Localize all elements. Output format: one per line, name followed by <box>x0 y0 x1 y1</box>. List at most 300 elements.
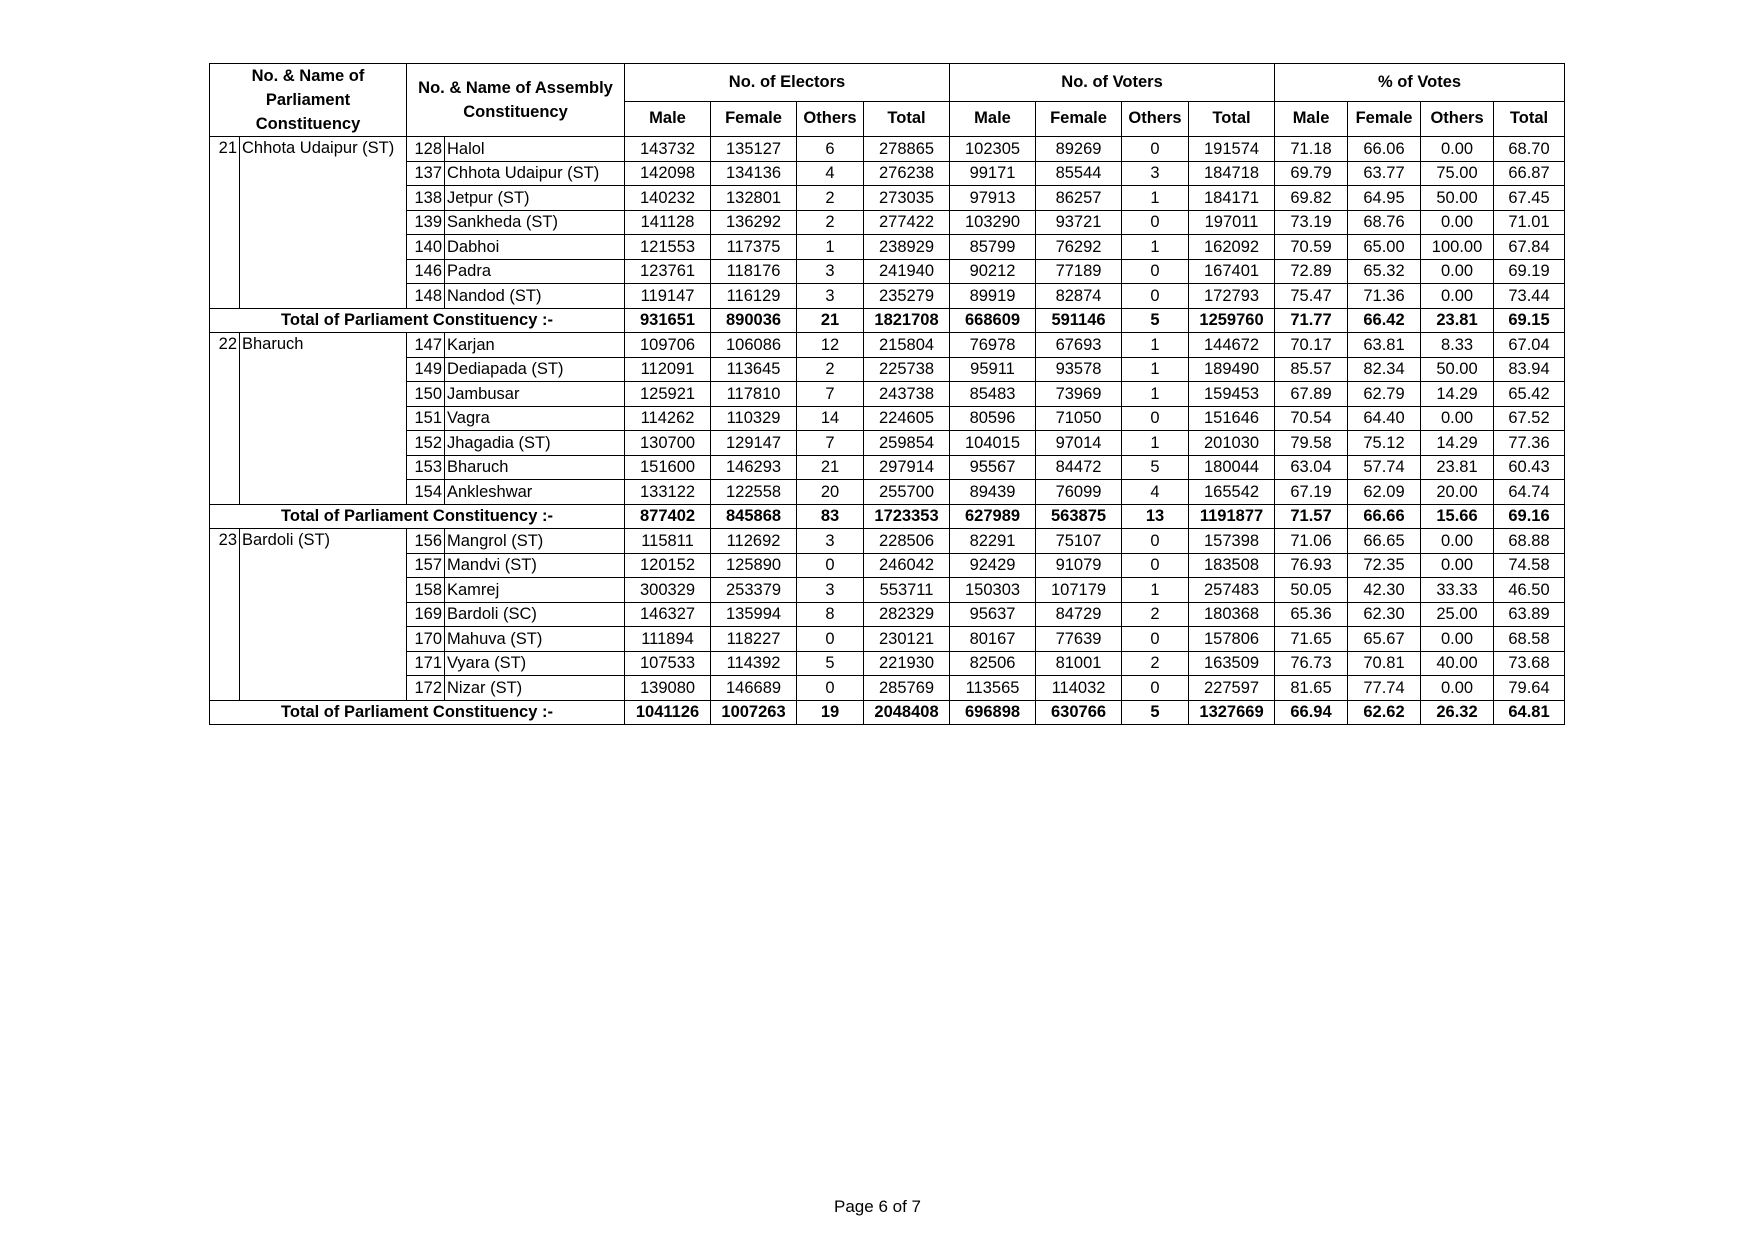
cell-voters-others: 1 <box>1122 382 1189 407</box>
pc-number: 21 <box>210 137 240 309</box>
cell-percent-total: 74.58 <box>1494 553 1565 578</box>
cell-voters-male: 89919 <box>950 284 1036 309</box>
cell-electors-female: 113645 <box>711 357 797 382</box>
header-percent-votes: % of Votes <box>1275 64 1565 102</box>
cell-voters-female: 97014 <box>1036 431 1122 456</box>
cell-electors-female: 117810 <box>711 382 797 407</box>
total-row <box>210 700 1565 725</box>
ac-name: Sankheda (ST) <box>445 210 625 235</box>
cell-voters-total: 184171 <box>1189 186 1275 211</box>
cell-voters-total: 159453 <box>1189 382 1275 407</box>
pc-number: 22 <box>210 333 240 505</box>
table-row <box>210 529 1565 554</box>
ac-name: Jambusar <box>445 382 625 407</box>
ac-number: 170 <box>407 627 445 652</box>
cell-electors-male: 111894 <box>625 627 711 652</box>
ac-number: 157 <box>407 553 445 578</box>
cell-voters-others: 0 <box>1122 259 1189 284</box>
cell-percent-others: 0.00 <box>1421 210 1494 235</box>
ac-name: Mangrol (ST) <box>445 529 625 554</box>
cell-electors-total: 276238 <box>864 161 950 186</box>
cell-percent-others: 8.33 <box>1421 333 1494 358</box>
cell-electors-others: 8 <box>797 602 864 627</box>
table-row <box>210 284 1565 309</box>
cell-percent-female: 57.74 <box>1348 455 1421 480</box>
header-electors-male: Male <box>625 101 711 137</box>
cell-percent-female: 70.81 <box>1348 651 1421 676</box>
total-electors-male: 1041126 <box>625 700 711 725</box>
total-percent-total: 64.81 <box>1494 700 1565 725</box>
header-assembly-constituency: No. & Name of Assembly Constituency <box>407 64 625 137</box>
cell-electors-total: 238929 <box>864 235 950 260</box>
cell-percent-female: 66.65 <box>1348 529 1421 554</box>
cell-percent-others: 75.00 <box>1421 161 1494 186</box>
cell-voters-male: 95567 <box>950 455 1036 480</box>
cell-voters-male: 82506 <box>950 651 1036 676</box>
cell-voters-female: 86257 <box>1036 186 1122 211</box>
cell-voters-total: 183508 <box>1189 553 1275 578</box>
ac-number: 128 <box>407 137 445 162</box>
table-row <box>210 161 1565 186</box>
cell-percent-male: 67.89 <box>1275 382 1348 407</box>
cell-voters-total: 157398 <box>1189 529 1275 554</box>
total-voters-total: 1327669 <box>1189 700 1275 725</box>
table-row <box>210 480 1565 505</box>
cell-electors-total: 235279 <box>864 284 950 309</box>
cell-voters-others: 1 <box>1122 578 1189 603</box>
ac-name: Vyara (ST) <box>445 651 625 676</box>
cell-electors-male: 142098 <box>625 161 711 186</box>
cell-electors-male: 121553 <box>625 235 711 260</box>
cell-percent-female: 63.81 <box>1348 333 1421 358</box>
cell-percent-female: 65.00 <box>1348 235 1421 260</box>
cell-electors-others: 3 <box>797 529 864 554</box>
cell-percent-others: 100.00 <box>1421 235 1494 260</box>
cell-electors-total: 225738 <box>864 357 950 382</box>
ac-number: 149 <box>407 357 445 382</box>
total-electors-male: 877402 <box>625 504 711 529</box>
cell-electors-female: 122558 <box>711 480 797 505</box>
cell-percent-total: 77.36 <box>1494 431 1565 456</box>
ac-number: 171 <box>407 651 445 676</box>
cell-percent-others: 0.00 <box>1421 284 1494 309</box>
cell-voters-female: 73969 <box>1036 382 1122 407</box>
ac-number: 152 <box>407 431 445 456</box>
cell-voters-female: 77189 <box>1036 259 1122 284</box>
cell-voters-male: 90212 <box>950 259 1036 284</box>
cell-electors-total: 259854 <box>864 431 950 456</box>
cell-voters-male: 99171 <box>950 161 1036 186</box>
ac-number: 139 <box>407 210 445 235</box>
total-percent-others: 23.81 <box>1421 308 1494 333</box>
cell-percent-male: 79.58 <box>1275 431 1348 456</box>
cell-percent-total: 67.52 <box>1494 406 1565 431</box>
results-table <box>209 63 1565 725</box>
cell-voters-female: 107179 <box>1036 578 1122 603</box>
cell-electors-male: 123761 <box>625 259 711 284</box>
cell-electors-male: 140232 <box>625 186 711 211</box>
cell-voters-male: 85799 <box>950 235 1036 260</box>
ac-number: 169 <box>407 602 445 627</box>
cell-electors-male: 114262 <box>625 406 711 431</box>
cell-electors-female: 134136 <box>711 161 797 186</box>
cell-voters-others: 0 <box>1122 406 1189 431</box>
cell-electors-others: 2 <box>797 357 864 382</box>
total-voters-female: 630766 <box>1036 700 1122 725</box>
header-voters-male: Male <box>950 101 1036 137</box>
cell-percent-others: 0.00 <box>1421 406 1494 431</box>
cell-percent-female: 65.32 <box>1348 259 1421 284</box>
cell-percent-others: 0.00 <box>1421 529 1494 554</box>
cell-electors-female: 118176 <box>711 259 797 284</box>
cell-percent-female: 68.76 <box>1348 210 1421 235</box>
table-row <box>210 357 1565 382</box>
table-row <box>210 235 1565 260</box>
cell-percent-male: 71.06 <box>1275 529 1348 554</box>
total-percent-female: 66.66 <box>1348 504 1421 529</box>
ac-name: Kamrej <box>445 578 625 603</box>
cell-electors-male: 109706 <box>625 333 711 358</box>
cell-electors-total: 278865 <box>864 137 950 162</box>
ac-number: 140 <box>407 235 445 260</box>
cell-electors-others: 20 <box>797 480 864 505</box>
cell-voters-female: 81001 <box>1036 651 1122 676</box>
ac-number: 146 <box>407 259 445 284</box>
cell-electors-total: 243738 <box>864 382 950 407</box>
cell-voters-male: 95911 <box>950 357 1036 382</box>
cell-voters-female: 91079 <box>1036 553 1122 578</box>
table-row <box>210 553 1565 578</box>
cell-electors-others: 2 <box>797 186 864 211</box>
cell-voters-female: 85544 <box>1036 161 1122 186</box>
cell-percent-total: 73.68 <box>1494 651 1565 676</box>
total-percent-total: 69.16 <box>1494 504 1565 529</box>
table-row <box>210 333 1565 358</box>
cell-voters-female: 67693 <box>1036 333 1122 358</box>
cell-voters-female: 93721 <box>1036 210 1122 235</box>
cell-percent-total: 65.42 <box>1494 382 1565 407</box>
cell-voters-others: 5 <box>1122 455 1189 480</box>
cell-percent-others: 0.00 <box>1421 627 1494 652</box>
header-parliament-constituency: No. & Name of Parliament Constituency <box>210 64 407 137</box>
total-percent-others: 15.66 <box>1421 504 1494 529</box>
cell-electors-male: 130700 <box>625 431 711 456</box>
cell-electors-others: 3 <box>797 259 864 284</box>
cell-voters-total: 201030 <box>1189 431 1275 456</box>
cell-electors-others: 0 <box>797 553 864 578</box>
cell-voters-male: 95637 <box>950 602 1036 627</box>
ac-name: Nizar (ST) <box>445 676 625 701</box>
cell-percent-male: 71.65 <box>1275 627 1348 652</box>
ac-name: Mandvi (ST) <box>445 553 625 578</box>
cell-electors-female: 125890 <box>711 553 797 578</box>
cell-voters-total: 165542 <box>1189 480 1275 505</box>
cell-voters-total: 191574 <box>1189 137 1275 162</box>
cell-voters-others: 0 <box>1122 210 1189 235</box>
cell-voters-male: 92429 <box>950 553 1036 578</box>
cell-electors-total: 221930 <box>864 651 950 676</box>
cell-electors-female: 136292 <box>711 210 797 235</box>
cell-percent-female: 77.74 <box>1348 676 1421 701</box>
cell-electors-male: 133122 <box>625 480 711 505</box>
cell-voters-female: 77639 <box>1036 627 1122 652</box>
cell-voters-male: 82291 <box>950 529 1036 554</box>
header-electors-others: Others <box>797 101 864 137</box>
cell-percent-male: 69.82 <box>1275 186 1348 211</box>
table-row <box>210 186 1565 211</box>
cell-voters-female: 82874 <box>1036 284 1122 309</box>
header-electors-total: Total <box>864 101 950 137</box>
cell-electors-others: 6 <box>797 137 864 162</box>
cell-electors-others: 3 <box>797 284 864 309</box>
cell-percent-male: 75.47 <box>1275 284 1348 309</box>
total-electors-female: 890036 <box>711 308 797 333</box>
total-voters-female: 563875 <box>1036 504 1122 529</box>
ac-name: Jhagadia (ST) <box>445 431 625 456</box>
cell-electors-others: 3 <box>797 578 864 603</box>
total-electors-female: 1007263 <box>711 700 797 725</box>
cell-voters-male: 80596 <box>950 406 1036 431</box>
cell-voters-male: 150303 <box>950 578 1036 603</box>
cell-percent-total: 68.58 <box>1494 627 1565 652</box>
cell-percent-total: 46.50 <box>1494 578 1565 603</box>
cell-electors-others: 1 <box>797 235 864 260</box>
total-percent-female: 62.62 <box>1348 700 1421 725</box>
cell-electors-female: 135127 <box>711 137 797 162</box>
total-voters-total: 1191877 <box>1189 504 1275 529</box>
cell-percent-total: 67.45 <box>1494 186 1565 211</box>
cell-electors-female: 118227 <box>711 627 797 652</box>
header-voters-total: Total <box>1189 101 1275 137</box>
cell-percent-others: 33.33 <box>1421 578 1494 603</box>
pc-name: Bardoli (ST) <box>240 529 407 701</box>
cell-voters-total: 172793 <box>1189 284 1275 309</box>
cell-percent-total: 63.89 <box>1494 602 1565 627</box>
cell-percent-female: 71.36 <box>1348 284 1421 309</box>
cell-electors-male: 119147 <box>625 284 711 309</box>
cell-voters-male: 104015 <box>950 431 1036 456</box>
cell-voters-total: 189490 <box>1189 357 1275 382</box>
cell-voters-male: 102305 <box>950 137 1036 162</box>
ac-name: Mahuva (ST) <box>445 627 625 652</box>
cell-percent-female: 62.30 <box>1348 602 1421 627</box>
cell-voters-others: 1 <box>1122 333 1189 358</box>
cell-electors-total: 285769 <box>864 676 950 701</box>
cell-voters-male: 76978 <box>950 333 1036 358</box>
ac-name: Dabhoi <box>445 235 625 260</box>
cell-percent-total: 83.94 <box>1494 357 1565 382</box>
table-row <box>210 431 1565 456</box>
cell-percent-others: 40.00 <box>1421 651 1494 676</box>
header-percent-others: Others <box>1421 101 1494 137</box>
cell-voters-others: 0 <box>1122 553 1189 578</box>
total-voters-others: 5 <box>1122 700 1189 725</box>
ac-number: 172 <box>407 676 445 701</box>
total-percent-male: 71.57 <box>1275 504 1348 529</box>
cell-electors-male: 112091 <box>625 357 711 382</box>
cell-percent-total: 66.87 <box>1494 161 1565 186</box>
cell-percent-male: 70.59 <box>1275 235 1348 260</box>
cell-electors-total: 282329 <box>864 602 950 627</box>
cell-percent-others: 0.00 <box>1421 676 1494 701</box>
cell-voters-male: 85483 <box>950 382 1036 407</box>
cell-voters-total: 184718 <box>1189 161 1275 186</box>
total-voters-female: 591146 <box>1036 308 1122 333</box>
cell-electors-total: 246042 <box>864 553 950 578</box>
ac-name: Nandod (ST) <box>445 284 625 309</box>
cell-percent-male: 67.19 <box>1275 480 1348 505</box>
cell-percent-total: 71.01 <box>1494 210 1565 235</box>
table-row <box>210 627 1565 652</box>
ac-number: 138 <box>407 186 445 211</box>
ac-name: Dediapada (ST) <box>445 357 625 382</box>
cell-voters-total: 180044 <box>1189 455 1275 480</box>
cell-electors-total: 215804 <box>864 333 950 358</box>
cell-voters-others: 1 <box>1122 186 1189 211</box>
cell-voters-total: 163509 <box>1189 651 1275 676</box>
cell-voters-others: 2 <box>1122 602 1189 627</box>
cell-electors-total: 273035 <box>864 186 950 211</box>
cell-voters-others: 1 <box>1122 431 1189 456</box>
cell-electors-male: 125921 <box>625 382 711 407</box>
cell-voters-total: 167401 <box>1189 259 1275 284</box>
cell-electors-male: 115811 <box>625 529 711 554</box>
cell-voters-total: 151646 <box>1189 406 1275 431</box>
header-voters-female: Female <box>1036 101 1122 137</box>
ac-name: Ankleshwar <box>445 480 625 505</box>
cell-voters-total: 144672 <box>1189 333 1275 358</box>
ac-name: Jetpur (ST) <box>445 186 625 211</box>
cell-electors-female: 114392 <box>711 651 797 676</box>
header-percent-female: Female <box>1348 101 1421 137</box>
cell-electors-total: 224605 <box>864 406 950 431</box>
cell-percent-male: 73.19 <box>1275 210 1348 235</box>
cell-percent-male: 50.05 <box>1275 578 1348 603</box>
cell-percent-male: 76.93 <box>1275 553 1348 578</box>
cell-percent-female: 64.40 <box>1348 406 1421 431</box>
cell-electors-female: 129147 <box>711 431 797 456</box>
cell-voters-female: 76292 <box>1036 235 1122 260</box>
cell-electors-total: 297914 <box>864 455 950 480</box>
cell-electors-female: 132801 <box>711 186 797 211</box>
cell-percent-others: 0.00 <box>1421 259 1494 284</box>
table-body <box>210 137 1565 725</box>
cell-voters-total: 227597 <box>1189 676 1275 701</box>
cell-percent-total: 60.43 <box>1494 455 1565 480</box>
cell-percent-others: 14.29 <box>1421 382 1494 407</box>
pc-name: Chhota Udaipur (ST) <box>240 137 407 309</box>
cell-voters-others: 2 <box>1122 651 1189 676</box>
table-row <box>210 455 1565 480</box>
cell-electors-others: 14 <box>797 406 864 431</box>
cell-voters-others: 3 <box>1122 161 1189 186</box>
cell-percent-female: 62.79 <box>1348 382 1421 407</box>
cell-percent-male: 71.18 <box>1275 137 1348 162</box>
cell-electors-female: 117375 <box>711 235 797 260</box>
cell-electors-others: 12 <box>797 333 864 358</box>
cell-electors-female: 146689 <box>711 676 797 701</box>
ac-name: Vagra <box>445 406 625 431</box>
header-voters-others: Others <box>1122 101 1189 137</box>
total-voters-male: 668609 <box>950 308 1036 333</box>
ac-number: 148 <box>407 284 445 309</box>
cell-percent-male: 76.73 <box>1275 651 1348 676</box>
cell-percent-male: 65.36 <box>1275 602 1348 627</box>
cell-voters-others: 0 <box>1122 676 1189 701</box>
total-row <box>210 504 1565 529</box>
cell-percent-total: 69.19 <box>1494 259 1565 284</box>
cell-electors-female: 146293 <box>711 455 797 480</box>
ac-number: 150 <box>407 382 445 407</box>
cell-voters-female: 75107 <box>1036 529 1122 554</box>
cell-percent-female: 72.35 <box>1348 553 1421 578</box>
cell-electors-others: 21 <box>797 455 864 480</box>
cell-percent-total: 79.64 <box>1494 676 1565 701</box>
cell-voters-others: 0 <box>1122 529 1189 554</box>
cell-percent-total: 67.84 <box>1494 235 1565 260</box>
cell-voters-female: 76099 <box>1036 480 1122 505</box>
ac-number: 151 <box>407 406 445 431</box>
cell-electors-total: 228506 <box>864 529 950 554</box>
cell-electors-total: 277422 <box>864 210 950 235</box>
header-voters: No. of Voters <box>950 64 1275 102</box>
cell-electors-male: 139080 <box>625 676 711 701</box>
cell-voters-total: 257483 <box>1189 578 1275 603</box>
cell-percent-male: 72.89 <box>1275 259 1348 284</box>
cell-percent-female: 63.77 <box>1348 161 1421 186</box>
cell-electors-others: 0 <box>797 627 864 652</box>
ac-number: 153 <box>407 455 445 480</box>
cell-voters-female: 93578 <box>1036 357 1122 382</box>
cell-voters-female: 89269 <box>1036 137 1122 162</box>
header-electors: No. of Electors <box>625 64 950 102</box>
cell-voters-total: 197011 <box>1189 210 1275 235</box>
table-row <box>210 137 1565 162</box>
cell-electors-others: 7 <box>797 382 864 407</box>
cell-electors-female: 116129 <box>711 284 797 309</box>
table-row <box>210 602 1565 627</box>
total-voters-others: 13 <box>1122 504 1189 529</box>
cell-voters-total: 157806 <box>1189 627 1275 652</box>
cell-percent-others: 20.00 <box>1421 480 1494 505</box>
total-row <box>210 308 1565 333</box>
total-electors-others: 19 <box>797 700 864 725</box>
pc-number: 23 <box>210 529 240 701</box>
cell-electors-male: 300329 <box>625 578 711 603</box>
total-voters-male: 627989 <box>950 504 1036 529</box>
cell-percent-male: 70.17 <box>1275 333 1348 358</box>
cell-percent-female: 62.09 <box>1348 480 1421 505</box>
cell-voters-female: 84472 <box>1036 455 1122 480</box>
cell-percent-male: 81.65 <box>1275 676 1348 701</box>
pc-name: Bharuch <box>240 333 407 505</box>
cell-electors-male: 146327 <box>625 602 711 627</box>
cell-voters-total: 162092 <box>1189 235 1275 260</box>
total-percent-male: 66.94 <box>1275 700 1348 725</box>
total-electors-total: 1821708 <box>864 308 950 333</box>
cell-percent-total: 67.04 <box>1494 333 1565 358</box>
cell-voters-others: 1 <box>1122 357 1189 382</box>
ac-name: Bardoli (SC) <box>445 602 625 627</box>
cell-electors-male: 141128 <box>625 210 711 235</box>
total-percent-male: 71.77 <box>1275 308 1348 333</box>
cell-voters-female: 71050 <box>1036 406 1122 431</box>
cell-electors-male: 120152 <box>625 553 711 578</box>
cell-electors-total: 241940 <box>864 259 950 284</box>
ac-number: 147 <box>407 333 445 358</box>
table-row <box>210 382 1565 407</box>
page-number: Page 6 of 7 <box>834 1197 921 1216</box>
